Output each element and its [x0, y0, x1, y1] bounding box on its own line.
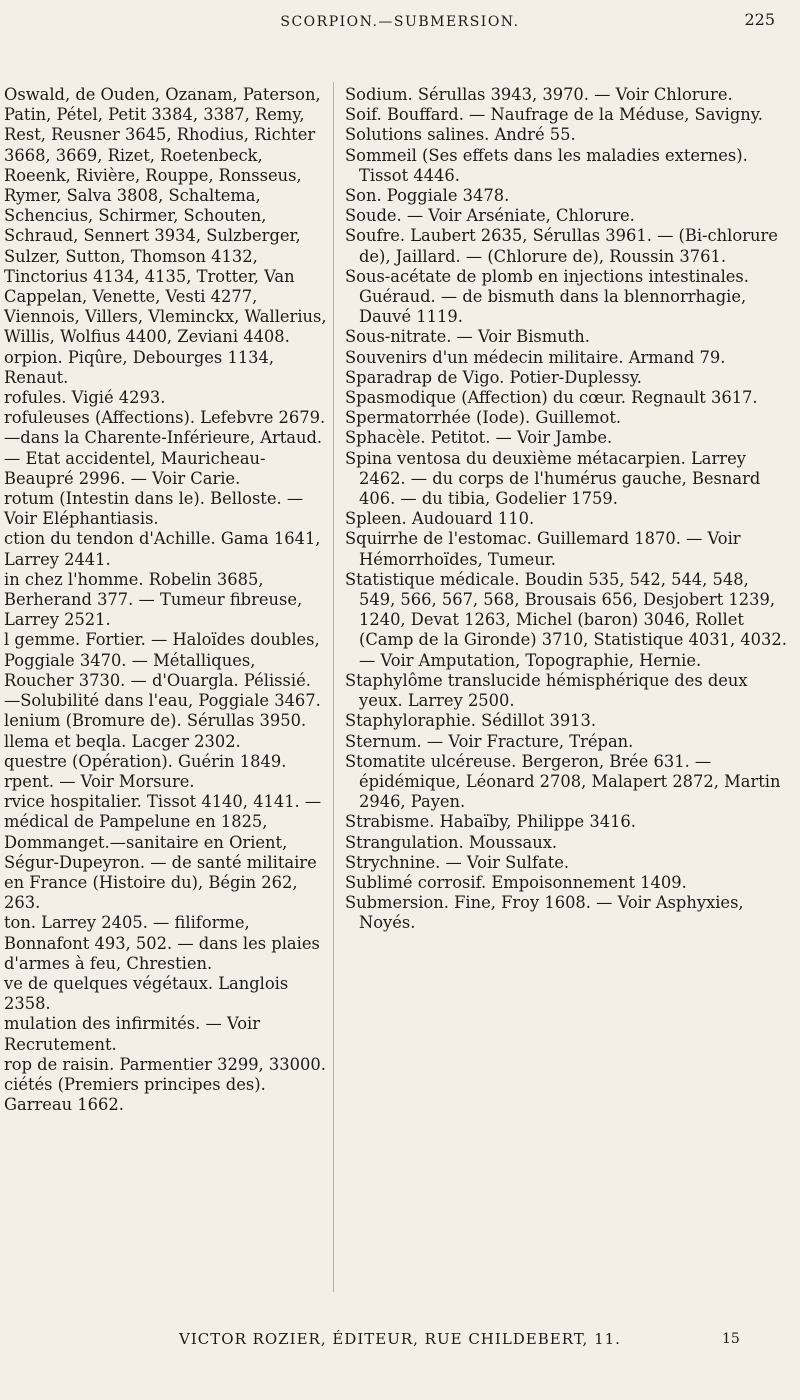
index-entry: rop de raisin. Parmentier 3299, 33000. — [4, 1054, 326, 1074]
index-entry: Son. Poggiale 3478. — [345, 186, 510, 206]
left-column — [4, 85, 329, 1115]
index-entry: Oswald, de Ouden, Ozanam, Paterson, Patin, Pétel, Petit 3384, 3387, Remy, Rest, Reusner 3645, Rhodius, Richter 3668, 3669, Rizet, Roetenbeck, Roeenk, Rivière, Rouppe, Ronsseus, Rymer, Salva 3808, Schaltema, Schencius, Schirmer, Schouten, Schraud, Sennert 3934, Sulzberger, Sulzer, Sutton, Thomson 4132, Tinctorius 4134, 4135, Trotter, Van Cappelan, Venette, Vesti 4277, Viennois, Villers, Vleminckx, Wallerius, Willis, Wolfius 4400, Zeviani 4408. — [4, 85, 327, 347]
index-entry: rofuleuses (Affections). Lefebvre 2679.—dans la Charente-Inférieure, Artaud. — Etat accidentel, Mauricheau-Beaupré 2996. — Voir Carie. — [4, 408, 326, 488]
right-column — [345, 85, 787, 934]
index-entry: Strabisme. Habaïby, Philippe 3416. — [345, 812, 636, 832]
index-entry: lenium (Bromure de). Sérullas 3950. — [4, 711, 307, 731]
index-entry: rotum (Intestin dans le). Belloste. — Voir Eléphantiasis. — [4, 489, 304, 529]
index-entry: Staphyloraphie. Sédillot 3913. — [345, 711, 597, 731]
index-entry: rpent. — Voir Morsure. — [4, 771, 195, 791]
signature-mark: 15 — [722, 1331, 740, 1347]
index-entry: Soufre. Laubert 2635, Sérullas 3961. — (Bi-chlorure de), Jaillard. — (Chlorure de), Roussin 3761. — [345, 226, 778, 266]
index-entry: Soude. — Voir Arséniate, Chlorure. — [345, 206, 635, 226]
index-entry: Spasmodique (Affection) du cœur. Regnault 3617. — [345, 388, 758, 408]
index-entry: Soif. Bouffard. — Naufrage de la Méduse, Savigny. — [345, 105, 763, 125]
index-entry: Solutions salines. André 55. — [345, 125, 576, 145]
index-entry: ction du tendon d'Achille. Gama 1641, Larrey 2441. — [4, 529, 321, 569]
index-entry: Stomatite ulcéreuse. Bergeron, Brée 631. — épidémique, Léonard 2708, Malapert 2872, Martin 2946, Payen. — [345, 751, 781, 812]
index-entry: Strychnine. — Voir Sulfate. — [345, 852, 570, 872]
index-entry: Sparadrap de Vigo. Potier-Duplessy. — [345, 367, 642, 387]
index-entry: mulation des infirmités. — Voir Recrutement. — [4, 1014, 261, 1054]
index-entry: Staphylôme translucide hémisphérique des deux yeux. Larrey 2500. — [345, 670, 748, 711]
index-entry: llema et beqla. Lacger 2302. — [4, 731, 241, 751]
index-entry: in chez l'homme. Robelin 3685, Berherand 377. — Tumeur fibreuse, Larrey 2521. — [4, 569, 303, 630]
index-entry: ton. Larrey 2405. — filiforme, Bonnafont 493, 502. — dans les plaies d'armes à feu, Chrestien. — [4, 913, 320, 973]
index-entry: Sommeil (Ses effets dans les maladies externes). Tissot 4446. — [345, 145, 748, 185]
index-entry: Souvenirs d'un médecin militaire. Armand 79. — [345, 347, 726, 367]
index-entry: questre (Opération). Guérin 1849. — [4, 751, 287, 771]
index-entry: Spina ventosa du deuxième métacarpien. Larrey 2462. — du corps de l'humérus gauche, Besnard 406. — du tibia, Godelier 1759. — [345, 448, 761, 509]
index-entry: rvice hospitalier. Tissot 4140, 4141. — médical de Pampelune en 1825, Dommanget.—sanitaire en Orient, Ségur-Dupeyron. — de santé militaire en France (Histoire du), Bégin 262, 263. — [4, 792, 322, 913]
index-entry: rofules. Vigié 4293. — [4, 388, 166, 408]
index-entry: Spermatorrhée (Iode). Guillemot. — [345, 408, 622, 428]
index-entry: ciétés (Premiers principes des). Garreau 1662. — [4, 1074, 266, 1115]
index-entry: Sternum. — Voir Fracture, Trépan. — [345, 731, 634, 751]
index-entry: Strangulation. Moussaux. — [345, 832, 558, 852]
index-entry: ve de quelques végétaux. Langlois 2358. — [4, 973, 289, 1014]
page-number: 225 — [744, 10, 775, 29]
index-entry: l gemme. Fortier. — Haloïdes doubles, Poggiale 3470. — Métalliques, Roucher 3730. — d'Ouargla. Pélissié. —Solubilité dans l'eau, Poggiale 3467. — [4, 630, 321, 711]
publisher-footer: VICTOR ROZIER, ÉDITEUR, RUE CHILDEBERT, 11. — [179, 1330, 621, 1348]
index-entry: orpion. Piqûre, Debourges 1134, Renaut. — [4, 347, 275, 387]
index-entry: Sous-nitrate. — Voir Bismuth. — [345, 327, 590, 347]
index-entry: Spleen. Audouard 110. — [345, 509, 535, 529]
index-entry: Sodium. Sérullas 3943, 3970. — Voir Chlorure. — [345, 85, 733, 104]
column-divider — [333, 82, 334, 1292]
index-entry: Sphacèle. Petitot. — Voir Jambe. — [345, 428, 613, 448]
index-entry: Submersion. Fine, Froy 1608. — Voir Asphyxies, Noyés. — [345, 893, 744, 933]
index-entry: Squirrhe de l'estomac. Guillemard 1870. — Voir Hémorrhoïdes, Tumeur. — [345, 529, 741, 569]
index-entry: Sublimé corrosif. Empoisonnement 1409. — [345, 872, 687, 892]
index-entry: Statistique médicale. Boudin 535, 542, 544, 548, 549, 566, 567, 568, Brousais 656, Desjobert 1239, 1240, Devat 1263, Michel (baron) 3046, Rollet (Camp de la Gironde) 3710, Statistique 4031, 4032. — Voir Amputation, Topographie, Hernie. — [345, 569, 787, 670]
running-header: SCORPION.—SUBMERSION. — [280, 14, 520, 30]
index-entry: Sous-acétate de plomb en injections intestinales. Guéraud. — de bismuth dans la blennorrhagie, Dauvé 1119. — [345, 266, 749, 327]
